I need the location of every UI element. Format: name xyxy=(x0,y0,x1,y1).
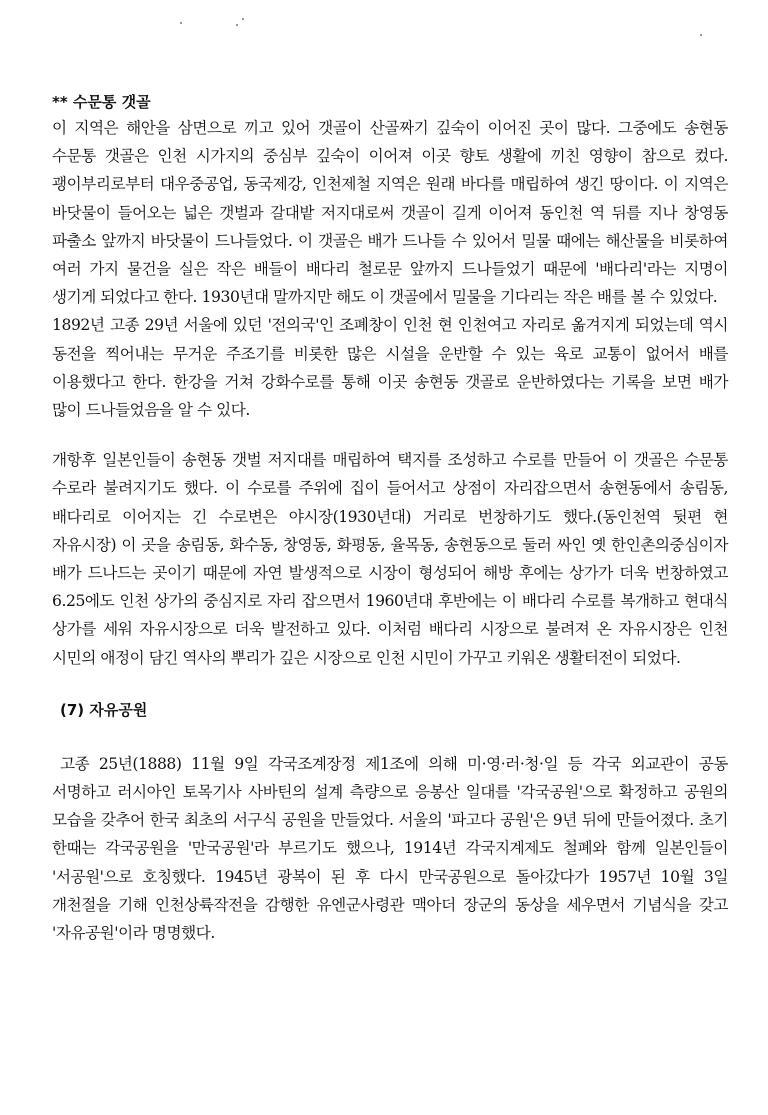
paragraph: 이 지역은 해안을 삼면으로 끼고 있어 갯골이 산골짜기 깊숙이 이어진 곳이 많다. 그중에도 송현동 수문통 갯골은 인천 시가지의 중심부 깊숙이 이어져 이곳 향토 생활에 끼친 영향이 참으로 컸다. 괭이부리로부터 대우중공업, 동국제강, 인천제철 지역은 원래 바다를 매립하여 생긴 땅이다. 이 지역은 바닷물이 들어오는 넓은 갯벌과 갈대밭 저지대로써 갯골이 길게 이어져 동인천 역 뒤를 지나 창영동 파출소 앞까지 바닷물이 드나들었다. 이 갯골은 배가 드나들 수 있어서 밀물 때에는 해산물을 비롯하여 여러 가지 물건을 실은 작은 배들이 배다리 철로문 앞까지 드나들었기 때문에 '배다리'라는 지명이 생기게 되었다고 한다. 1930년대 말까지만 해도 이 갯골에서 밀물을 기다리는 작은 배를 볼 수 있었다. xyxy=(52,119,728,307)
paragraph: 1892년 고종 29년 서울에 있던 '전의국'인 조폐창이 인천 현 인천여고 자리로 옮겨지게 되었는데 역시 동전을 찍어내는 무거운 주조기를 비롯한 많은 시설을 운반할 수 있는 육로 교통이 없어서 배를 이용했다고 한다. 한강을 거쳐 강화수로를 통해 이곳 송현동 갯골로 운반하였다는 기록을 보면 배가 많이 드나들었음을 알 수 있다. xyxy=(52,316,728,420)
paragraph-gap xyxy=(52,424,728,446)
section-sumuntong xyxy=(52,92,728,672)
scan-speck xyxy=(180,22,182,24)
section-jayu-park xyxy=(52,700,728,947)
section-heading: ** 수문통 갯골 xyxy=(52,93,151,111)
paragraph: 개항후 일본인들이 송현동 갯벌 저지대를 매립하여 택지를 조성하고 수로를 만들어 이 갯골은 수문통 수로라 불려지기도 했다. 이 수로를 주위에 집이 들어서고 상점이 자리잡으면서 송현동에서 송림동, 배다리로 이어지는 긴 수로변은 야시장(1930년대) 거리로 번창하기도 했다.(동인천역 뒷편 현 자유시장) 이 곳을 송림동, 화수동, 창영동, 화평동, 율목동, 송현동으로 둘러 싸인 옛 한인촌의중심이자 배가 드나드는 곳이기 때문에 자연 발생적으로 시장이 형성되어 해방 후에는 상가가 더욱 번창하였고 6.25에도 인천 상가의 중심지로 자리 잡으면서 1960년대 후반에는 이 배다리 수로를 복개하고 현대식 상가를 세워 자유시장으로 더욱 발전하고 있다. 이처럼 배다리 시장으로 불려져 온 자유시장은 인천 시민의 애정이 담긴 역사의 뿌리가 깊은 시장으로 인천 시민이 가꾸고 키워온 생활터전이 되었다. xyxy=(52,451,728,667)
section-gap xyxy=(52,672,728,700)
document-page xyxy=(52,92,728,947)
paragraph: 고종 25년(1888) 11월 9일 각국조계장정 제1조에 의해 미·영·러·청·일 등 각국 외교관이 공동 서명하고 러시아인 토목기사 사바틴의 설계 측량으로 응봉산 일대를 '각국공원'으로 확정하고 공원의 모습을 갖추어 한국 최초의 서구식 공원을 만들었다. 서울의 '파고다 공원'은 9년 뒤에 만들어졌다. 초기 한때는 각국공원을 '만국공원'라 부르기도 했으나, 1914년 각국지계제도 철폐와 함께 일본인들이 '서공원'으로 호칭했다. 1945년 광복이 된 후 다시 만국공원으로 돌아갔다가 1957년 10월 3일 개천절을 기해 인천상륙작전을 감행한 유엔군사령관 맥아더 장군의 동상을 세우면서 기념식을 갖고 '자유공원'이라 명명했다. xyxy=(52,754,728,943)
section-heading: (7) 자유공원 xyxy=(60,700,148,719)
scan-speck xyxy=(700,34,702,36)
scan-speck xyxy=(242,18,244,20)
scan-speck xyxy=(236,24,238,26)
